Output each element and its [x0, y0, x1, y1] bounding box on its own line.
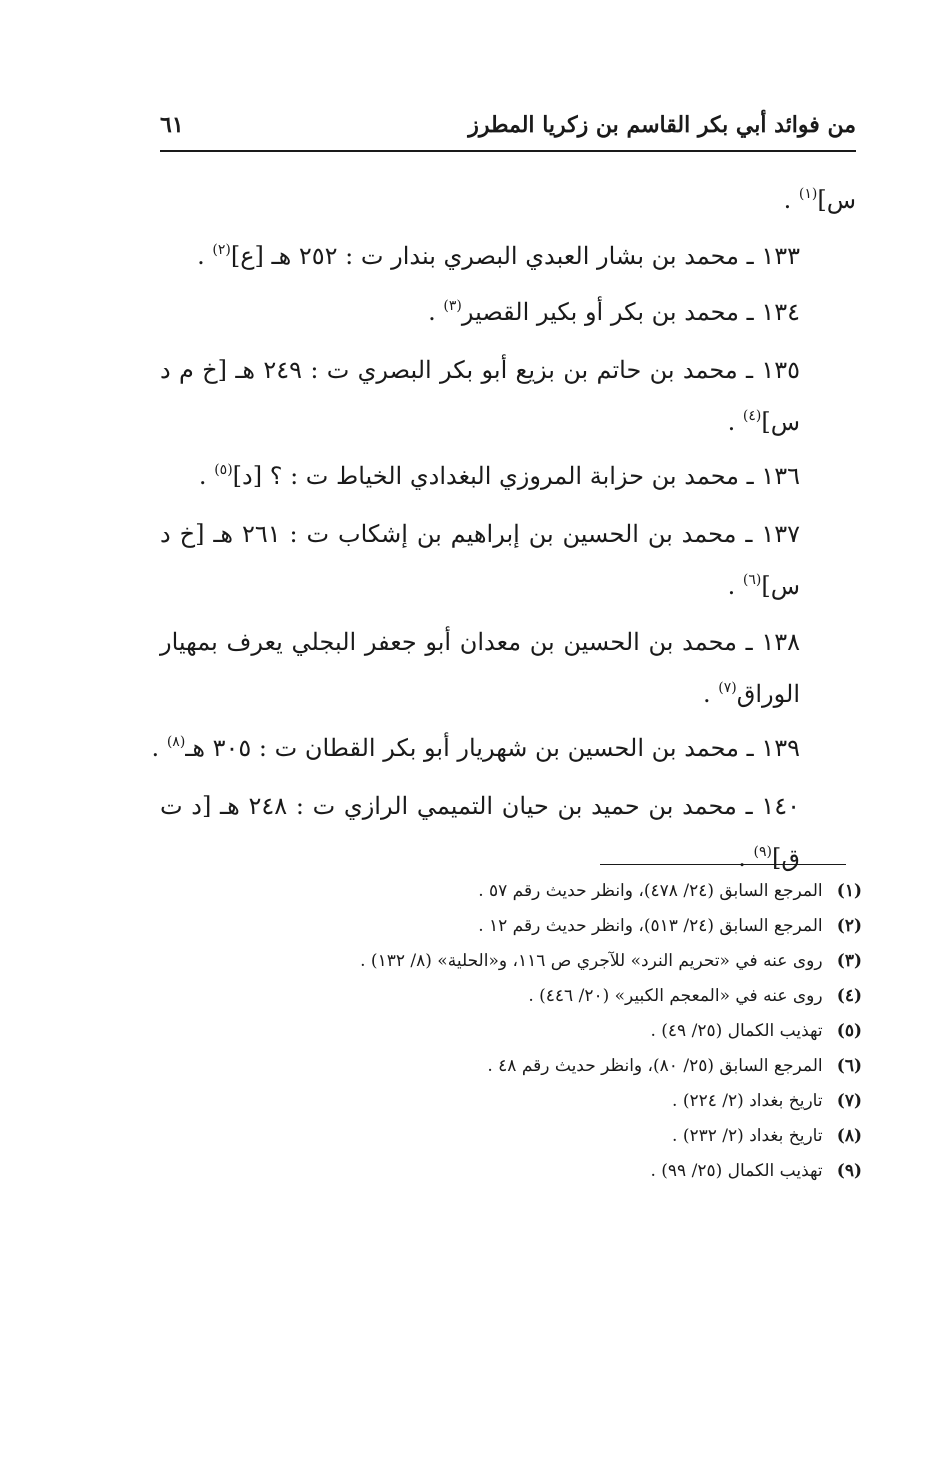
entry-139: ١٣٩ ـ محمد بن الحسين بن شهريار أبو بكر القطان ت : ٣٠٥ هـ$^{(٨)}$ . [151, 734, 800, 762]
footnote-text: المرجع السابق (٢٤/ ٤٧٨)، وانظر حديث رقم ٥٧ . [478, 881, 823, 901]
footnote [162, 979, 862, 1014]
footnote-text: روى عنه في «المعجم الكبير» (٢٠/ ٤٤٦) . [528, 986, 823, 1006]
entry-138: ١٣٨ ـ محمد بن الحسين بن معدان أبو جعفر البجلي يعرف بمهيار الوراق$^{(٧)}$ . [160, 628, 800, 708]
footnotes [162, 874, 862, 1189]
footnote-number: (٢) [836, 916, 862, 936]
footnote [162, 1049, 862, 1084]
footnote-text: تاريخ بغداد (٢/ ٢٢٤) . [672, 1091, 823, 1111]
footnote [162, 874, 862, 909]
footnote-number: (٧) [836, 1091, 862, 1111]
footnote-text: تهذيب الكمال (٢٥/ ٩٩) . [650, 1161, 823, 1181]
entry-140: ١٤٠ ـ محمد بن حميد بن حيان التميمي الرازي ت : ٢٤٨ هـ [د ت ق]$^{(٩)}$ . [160, 792, 801, 872]
footnote-number: (٩) [836, 1161, 862, 1181]
header-divider [160, 150, 856, 152]
footnote-text: روى عنه في «تحريم النرد» للآجري ص ١١٦، و«الحلية» (٨/ ١٣٢) . [360, 951, 823, 971]
footnote-divider [600, 864, 846, 865]
footnote-number: (٣) [836, 951, 862, 971]
footnote [162, 1119, 862, 1154]
running-title: من فوائد أبي بكر القاسم بن زكريا المطرز [468, 112, 856, 138]
footnote-number: (١) [836, 881, 862, 901]
running-header [160, 112, 856, 146]
footnote-number: (٦) [836, 1056, 862, 1076]
entry-136: ١٣٦ ـ محمد بن حزابة المروزي البغدادي الخياط ت : ؟ [د]$^{(٥)}$ . [198, 462, 800, 490]
footnote [162, 944, 862, 979]
narrator-entries [151, 172, 856, 884]
entry-continuation: س]$^{(١)}$ . [783, 186, 856, 214]
entry-135: ١٣٥ ـ محمد بن حاتم بن بزيع أبو بكر البصري ت : ٢٤٩ هـ [خ م د س]$^{(٤)}$ . [160, 356, 801, 436]
footnote-text: تهذيب الكمال (٢٥/ ٤٩) . [650, 1021, 823, 1041]
footnote [162, 909, 862, 944]
entry-133: ١٣٣ ـ محمد بن بشار العبدي البصري بندار ت : ٢٥٢ هـ [ع]$^{(٢)}$ . [197, 242, 800, 270]
footnote [162, 1014, 862, 1049]
footnote-text: المرجع السابق (٢٤/ ٥١٣)، وانظر حديث رقم ١٢ . [478, 916, 823, 936]
entry-134: ١٣٤ ـ محمد بن بكر أو بكير القصير$^{(٣)}$ . [428, 298, 800, 326]
footnote-number: (٤) [836, 986, 862, 1006]
footnote [162, 1084, 862, 1119]
footnote-text: المرجع السابق (٢٥/ ٨٠)، وانظر حديث رقم ٤٨ . [487, 1056, 823, 1076]
footnote-text: تاريخ بغداد (٢/ ٢٣٢) . [672, 1126, 823, 1146]
page-number: ٦١ [160, 112, 184, 138]
entry-137: ١٣٧ ـ محمد بن الحسين بن إبراهيم بن إشكاب ت : ٢٦١ هـ [خ د س]$^{(٦)}$ . [160, 520, 800, 600]
footnote-number: (٥) [836, 1021, 862, 1041]
footnote [162, 1154, 862, 1189]
footnote-number: (٨) [836, 1126, 862, 1146]
